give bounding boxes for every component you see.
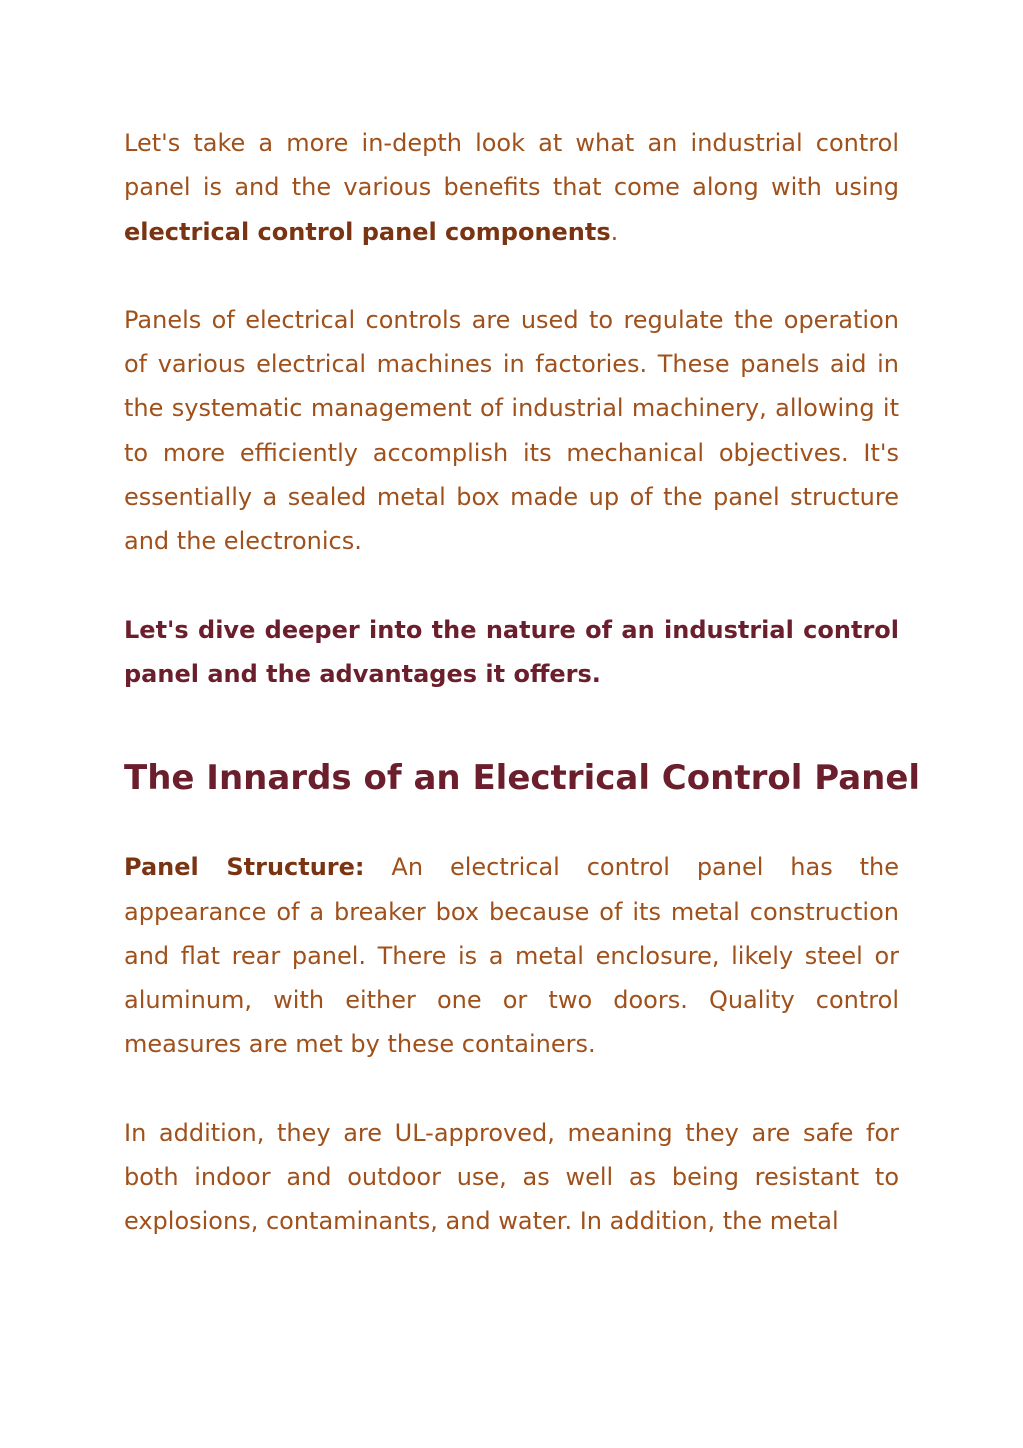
intro-paragraph	[124, 121, 899, 254]
intro-text: Let's take a more in-depth look at what an industrial control panel is and the various benefits that come along with using	[124, 129, 899, 202]
panel-structure-paragraph	[124, 845, 899, 1066]
intro-period: .	[610, 217, 619, 246]
callout-paragraph: Let's dive deeper into the nature of an industrial control panel and the advantages it offers.	[124, 615, 899, 688]
panel-structure-text: An electrical control panel has the appearance of a breaker box because of its metal construction and flat rear panel. There is a metal enclosure, likely steel or aluminum, with either one or two doors. Quality control measures are met by these containers.	[124, 853, 899, 1059]
panel-structure-label: Panel Structure:	[124, 853, 365, 882]
body-paragraph-ul: In addition, they are UL-approved, meaning they are safe for both indoor and outdoor use, as well as being resistant to explosions, contaminants, and water. In addition, the metal	[124, 1118, 899, 1236]
body-paragraph-panels: Panels of electrical controls are used to regulate the operation of various electrical machines in factories. These panels aid in the systematic management of industrial machinery, allowing it to more efficiently accomplish its mechanical objectives. It's essentially a sealed metal box made up of the panel structure and the electronics.	[124, 305, 899, 556]
components-link[interactable]: electrical control panel components	[124, 217, 611, 246]
section-heading: The Innards of an Electrical Control Panel	[124, 758, 921, 799]
document-page	[124, 121, 921, 1244]
